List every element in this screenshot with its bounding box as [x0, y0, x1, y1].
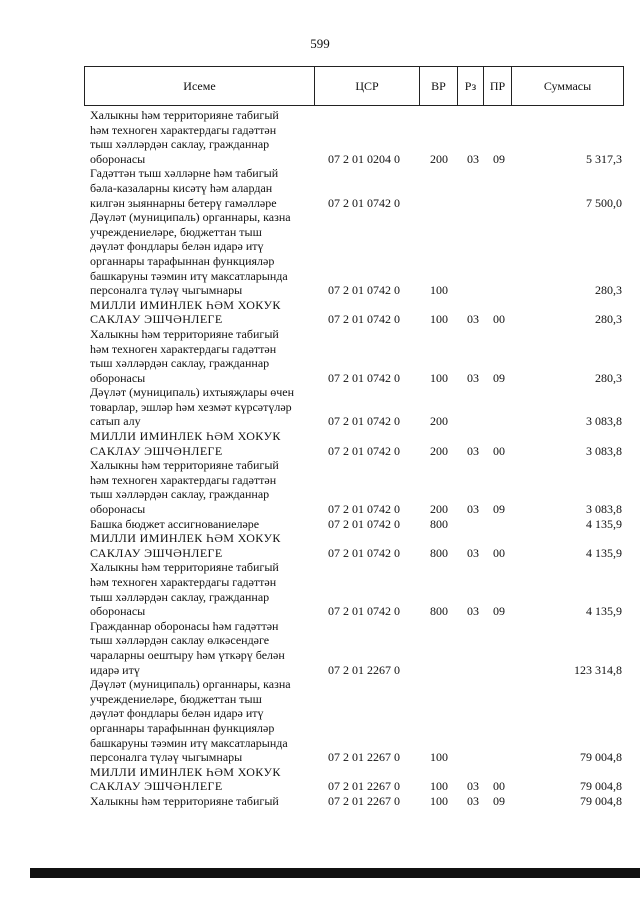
row-name-line: һәм техноген характердагы гадәттән	[90, 122, 277, 137]
table-row	[0, 794, 640, 809]
page-number: 599	[310, 36, 330, 51]
row-csr: 07 2 01 0742 0	[328, 312, 400, 327]
row-vr: 200	[430, 414, 448, 429]
row-vr: 100	[430, 370, 448, 385]
header-pr: ПР	[484, 67, 512, 105]
row-name-line: тыш хәлләрдән саклау өлкәсендәге	[90, 633, 270, 648]
row-name-line: САКЛАУ ЭШЧӘНЛЕГЕ	[90, 545, 223, 560]
table-row	[0, 429, 640, 458]
row-name	[90, 677, 306, 765]
row-name-line: товарлар, эшләр һәм хезмәт күрсәтүләр	[90, 399, 292, 414]
row-name-line: САКЛАУ ЭШЧӘНЛЕГЕ	[90, 312, 223, 327]
table-row	[0, 677, 640, 765]
row-rz: 03	[467, 370, 479, 385]
row-sum: 4 135,9	[586, 545, 622, 560]
row-vr: 800	[430, 545, 448, 560]
row-sum: 4 135,9	[586, 604, 622, 619]
row-name-line: Башка бюджет ассигнованиеләре	[90, 516, 260, 531]
header-vr: ВР	[420, 67, 458, 105]
row-name-line: тыш хәлләрдән саклау, гражданнар	[90, 137, 270, 152]
row-pr: 09	[493, 604, 505, 619]
header-csr: ЦСР	[315, 67, 420, 105]
row-name-line: учреждениеләре, бюджеттан тыш	[90, 224, 262, 239]
row-sum: 5 317,3	[586, 151, 622, 166]
row-name-line: һәм техноген характердагы гадәттән	[90, 341, 277, 356]
row-vr: 800	[430, 604, 448, 619]
row-vr: 100	[430, 312, 448, 327]
table-row	[0, 458, 640, 516]
row-rz: 03	[467, 312, 479, 327]
table-row	[0, 108, 640, 166]
row-name-line: Дәүләт (муниципаль) органнары, казна	[90, 210, 291, 225]
row-csr: 07 2 01 0742 0	[328, 195, 400, 210]
row-vr: 200	[430, 502, 448, 517]
row-name-line: Халыкны һәм территорияне табигый	[90, 793, 279, 808]
row-csr: 07 2 01 0742 0	[328, 283, 400, 298]
row-pr: 00	[493, 779, 505, 794]
row-name	[90, 298, 306, 327]
table-row	[0, 298, 640, 327]
row-csr: 07 2 01 2267 0	[328, 793, 400, 808]
page-bottom-border	[30, 868, 640, 878]
row-name-line: оборонасы	[90, 604, 146, 619]
row-csr: 07 2 01 0742 0	[328, 604, 400, 619]
row-rz: 03	[467, 502, 479, 517]
row-vr: 100	[430, 750, 448, 765]
row-name-line: килгән зыяннарны бетерү гамәлләре	[90, 195, 277, 210]
row-pr: 09	[493, 370, 505, 385]
row-name-line: Халыкны һәм территорияне табигый	[90, 108, 279, 122]
row-vr: 100	[430, 779, 448, 794]
row-name-line: һәм техноген характердагы гадәттән	[90, 575, 277, 589]
row-pr: 00	[493, 545, 505, 560]
row-sum: 79 004,8	[580, 779, 622, 794]
row-rz: 03	[467, 151, 479, 166]
row-name-line: САКЛАУ ЭШЧӘНЛЕГЕ	[90, 443, 223, 458]
row-name	[90, 765, 306, 794]
row-csr: 07 2 01 0742 0	[328, 516, 400, 531]
row-csr: 07 2 01 0742 0	[328, 370, 400, 385]
row-pr: 00	[493, 312, 505, 327]
row-vr: 200	[430, 151, 448, 166]
row-sum: 280,3	[595, 312, 622, 327]
row-name-line: органнары тарафыннан функцияләр	[90, 253, 275, 268]
row-rz: 03	[467, 604, 479, 619]
row-pr: 09	[493, 502, 505, 517]
row-csr: 07 2 01 0742 0	[328, 502, 400, 517]
row-csr: 07 2 01 0742 0	[328, 414, 400, 429]
row-csr: 07 2 01 0742 0	[328, 443, 400, 458]
row-pr: 00	[493, 443, 505, 458]
row-vr: 800	[430, 516, 448, 531]
row-name-line: Гражданнар оборонасы һәм гадәттән	[90, 618, 279, 633]
row-name	[90, 210, 306, 298]
row-sum: 3 083,8	[586, 443, 622, 458]
row-name-line: башкаруны тәэмин итү максатларында	[90, 735, 288, 750]
row-name	[90, 429, 306, 458]
table-row	[0, 517, 640, 532]
row-csr: 07 2 01 0742 0	[328, 545, 400, 560]
row-name-line: Халыкны һәм территорияне табигый	[90, 458, 279, 473]
row-rz: 03	[467, 545, 479, 560]
row-name-line: МИЛЛИ ИМИНЛЕК ҺӘМ ХОКУК	[90, 531, 281, 546]
row-name	[90, 560, 306, 618]
table-row	[0, 619, 640, 677]
row-name	[90, 108, 306, 166]
row-csr: 07 2 01 2267 0	[328, 750, 400, 765]
row-rz: 03	[467, 443, 479, 458]
table-row	[0, 385, 640, 429]
header-sum: Суммасы	[543, 78, 592, 93]
row-name-line: башкаруны тәэмин итү максатларында	[90, 268, 288, 283]
row-name	[90, 458, 306, 516]
row-sum: 4 135,9	[586, 516, 622, 531]
table-body	[0, 108, 640, 809]
row-name-line: Халыкны һәм территорияне табигый	[90, 560, 279, 575]
row-name-line: Дәүләт (муниципаль) органнары, казна	[90, 677, 291, 692]
row-vr: 100	[430, 283, 448, 298]
row-sum: 280,3	[595, 283, 622, 298]
row-pr: 09	[493, 793, 505, 808]
row-rz: 03	[467, 779, 479, 794]
row-sum: 280,3	[595, 370, 622, 385]
row-name-line: оборонасы	[90, 502, 146, 517]
row-sum: 79 004,8	[580, 750, 622, 765]
row-name-line: тыш хәлләрдән саклау, гражданнар	[90, 589, 270, 604]
table-row	[0, 210, 640, 298]
row-name-line: МИЛЛИ ИМИНЛЕК ҺӘМ ХОКУК	[90, 429, 281, 444]
row-name-line: дәүләт фондлары белән идарә итү	[90, 706, 264, 721]
row-sum: 3 083,8	[586, 414, 622, 429]
row-name-line: идарә итү	[90, 662, 140, 677]
table-row	[0, 166, 640, 210]
row-name-line: Гадәттән тыш хәлләрне һәм табигый	[90, 166, 279, 181]
row-name-line: дәүләт фондлары белән идарә итү	[90, 239, 264, 254]
table-row	[0, 327, 640, 385]
table-row	[0, 531, 640, 560]
row-name-line: тыш хәлләрдән саклау, гражданнар	[90, 356, 270, 371]
row-sum: 7 500,0	[586, 195, 622, 210]
row-name-line: МИЛЛИ ИМИНЛЕК ҺӘМ ХОКУК	[90, 764, 281, 779]
row-name	[90, 517, 306, 532]
row-pr: 09	[493, 151, 505, 166]
row-name	[90, 327, 306, 385]
row-name	[90, 166, 306, 210]
row-name-line: персоналга түләү чыгымнары	[90, 283, 243, 298]
header-name: Исеме	[85, 67, 315, 105]
row-sum: 123 314,8	[574, 662, 622, 677]
row-vr: 100	[430, 793, 448, 808]
row-name-line: САКЛАУ ЭШЧӘНЛЕГЕ	[90, 779, 223, 794]
table-row	[0, 765, 640, 794]
row-name-line: персоналга түләү чыгымнары	[90, 750, 243, 765]
row-rz: 03	[467, 793, 479, 808]
row-name-line: органнары тарафыннан функцияләр	[90, 720, 275, 735]
row-csr: 07 2 01 2267 0	[328, 779, 400, 794]
row-name-line: сатып алу	[90, 414, 141, 429]
row-vr: 200	[430, 443, 448, 458]
row-name	[90, 794, 306, 809]
row-name-line: оборонасы	[90, 370, 146, 385]
row-name-line: МИЛЛИ ИМИНЛЕК ҺӘМ ХОКУК	[90, 297, 281, 312]
row-name-line: Халыкны һәм территорияне табигый	[90, 326, 279, 341]
row-name-line: чараларны оештыру һәм үткәрү белән	[90, 647, 285, 662]
row-name	[90, 531, 306, 560]
row-name-line: бәла-казаларны кисәтү һәм алардан	[90, 180, 273, 195]
row-name-line: оборонасы	[90, 151, 146, 166]
table-header	[84, 66, 624, 106]
header-rz: Рз	[458, 67, 484, 105]
row-name	[90, 385, 306, 429]
row-name-line: тыш хәлләрдән саклау, гражданнар	[90, 487, 270, 502]
row-sum: 3 083,8	[586, 502, 622, 517]
row-csr: 07 2 01 2267 0	[328, 662, 400, 677]
row-name-line: Дәүләт (муниципаль) ихтыяҗлары өчен	[90, 385, 295, 400]
row-csr: 07 2 01 0204 0	[328, 151, 400, 166]
row-name	[90, 619, 306, 677]
row-name-line: учреждениеләре, бюджеттан тыш	[90, 691, 262, 706]
row-name-line: һәм техноген характердагы гадәттән	[90, 472, 277, 487]
row-sum: 79 004,8	[580, 793, 622, 808]
table-row	[0, 560, 640, 618]
